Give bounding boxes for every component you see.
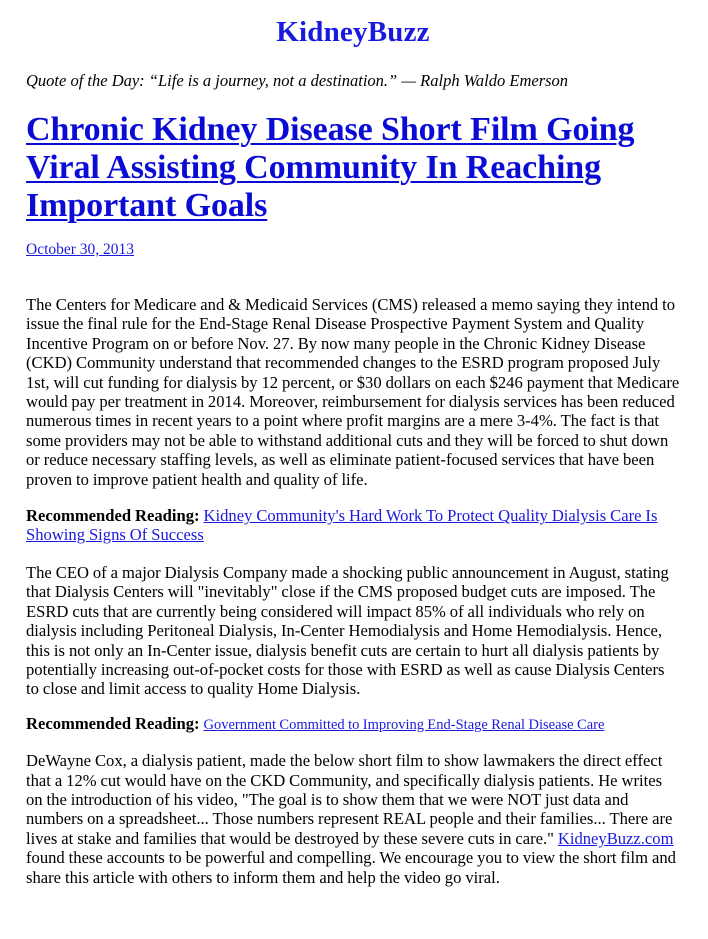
kidneybuzz-site-link[interactable]: KidneyBuzz.com bbox=[557, 828, 674, 848]
article-paragraph-1: The Centers for Medicare and & Medicaid Services (CMS) released a memo saying they intend to issue the final rule for the End-Stage Renal Disease Prospective Payment System and Quality Incentive Program on or before Nov. 27. By now many people in the Chronic Kidney Disease (CKD) Community understand that recommended changes to the ESRD program proposed July 1st, will cut funding for dialysis by 12 percent, or $30 dollars on each $246 payment that Medicare would pay per treatment in 2014. Moreover, reimbursement for dialysis services has been reduced numerous times in recent years to a point where profit margins are a mere 3-4%. The fact is that some providers may not be able to withstand additional cuts and they will be forced to shut down or reduce necessary staffing levels, as well as eliminate patient-focused services that have been proven to improve patient health and quality of life. bbox=[26, 295, 680, 489]
recommended-reading-link-2[interactable]: Government Committed to Improving End-Stage Renal Disease Care bbox=[203, 716, 605, 733]
quote-of-the-day: Quote of the Day: “Life is a journey, not a destination.” — Ralph Waldo Emerson bbox=[26, 71, 569, 90]
site-title[interactable]: KidneyBuzz bbox=[276, 16, 430, 48]
article-paragraph-3 bbox=[26, 751, 680, 887]
recommended-reading-link-1[interactable]: Kidney Community's Hard Work To Protect Quality Dialysis Care Is Showing Signs Of Success bbox=[26, 506, 658, 545]
recommended-reading-1 bbox=[26, 506, 680, 545]
recommended-reading-2 bbox=[26, 714, 680, 735]
article-headline-link[interactable]: Chronic Kidney Disease Short Film Going Viral Assisting Community In Reaching Important Goals bbox=[26, 111, 635, 224]
recommended-reading-label: Recommended Reading: bbox=[26, 506, 200, 526]
article-date-link[interactable]: October 30, 2013 bbox=[26, 241, 135, 258]
paragraph-3-text-end: found these accounts to be powerful and compelling. We encourage you to view the short film and share this article with others to inform them and help the video go viral. bbox=[26, 848, 676, 887]
recommended-reading-label: Recommended Reading: bbox=[26, 713, 200, 733]
paragraph-3-text: DeWayne Cox, a dialysis patient, made the below short film to show lawmakers the direct effect that a 12% cut would have on the CKD Community, and specifically dialysis patients. He writes on the introduction of his video, "The goal is to show them that we were NOT just data and numbers on a spreadsheet... Those numbers represent REAL people and their families... There are lives at stake and families that would be destroyed by these severe cuts in care." bbox=[26, 751, 673, 848]
article-paragraph-2: The CEO of a major Dialysis Company made a shocking public announcement in August, stating that Dialysis Centers will "inevitably" close if the CMS proposed budget cuts are imposed. The ESRD cuts that are currently being considered will impact 85% of all individuals who rely on dialysis including Peritoneal Dialysis, In-Center Hemodialysis and Home Hemodialysis. Hence, this is not only an In-Center issue, dialysis benefit cuts are certain to hurt all dialysis patients by potentially increasing out-of-pocket costs for those with ESRD as well as cause Dialysis Centers to close and limit access to quality Home Dialysis. bbox=[26, 562, 669, 699]
